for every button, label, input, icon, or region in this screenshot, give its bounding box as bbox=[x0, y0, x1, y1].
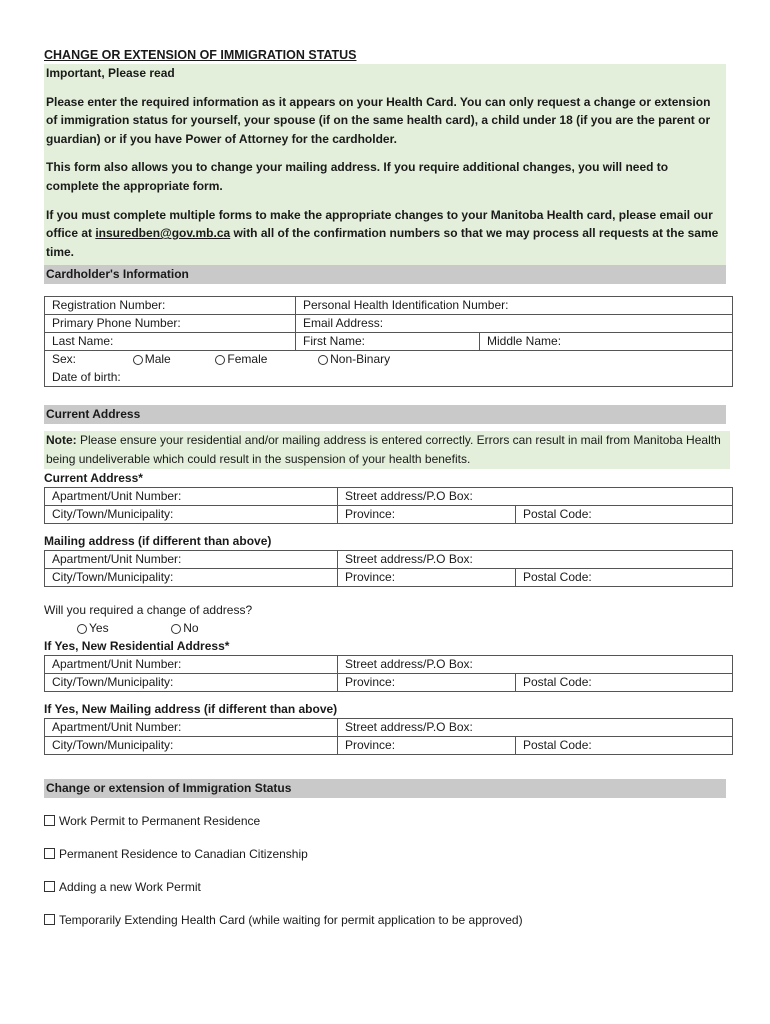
notice-paragraph-3: If you must complete multiple forms to make the appropriate changes to your Manitoba Health card, please email our office at insuredben@gov.mb.ca with all of the confirmation numbers so that we may process all requests at the same time. bbox=[46, 207, 719, 259]
province-field[interactable]: Province: bbox=[338, 673, 516, 691]
new-mailing-label: If Yes, New Mailing address (if different than above) bbox=[44, 701, 338, 716]
apt-field[interactable]: Apartment/Unit Number: bbox=[45, 550, 338, 568]
checkbox-icon[interactable] bbox=[44, 815, 55, 826]
notice-paragraph-1: Please enter the required information as it appears on your Health Card. You can only request a change or extension of immigration status for yourself, your spouse (if on the same health card), a child under 18 (if you are the parent or guardian) or if you have Power of Attorney for the cardholder. bbox=[46, 94, 711, 146]
mailing-address-table bbox=[44, 550, 733, 587]
cardholder-heading: Cardholder's Information bbox=[44, 265, 726, 284]
street-field[interactable]: Street address/P.O Box: bbox=[338, 655, 733, 673]
street-field[interactable]: Street address/P.O Box: bbox=[338, 718, 733, 736]
option-new-work-permit[interactable]: Adding a new Work Permit bbox=[44, 878, 732, 896]
current-address-label: Current Address* bbox=[44, 470, 143, 485]
last-name-field[interactable]: Last Name: bbox=[45, 333, 296, 351]
province-field[interactable]: Province: bbox=[338, 568, 516, 586]
email-link[interactable]: insuredben@gov.mb.ca bbox=[95, 226, 231, 241]
change-address-options bbox=[44, 619, 732, 637]
option-work-to-pr[interactable]: Work Permit to Permanent Residence bbox=[44, 812, 732, 830]
current-address-heading: Current Address bbox=[44, 405, 726, 424]
apt-field[interactable]: Apartment/Unit Number: bbox=[45, 655, 338, 673]
sex-row: Sex: Male Female Non-Binary bbox=[45, 351, 733, 369]
new-residential-table bbox=[44, 655, 733, 692]
radio-circle-icon bbox=[171, 624, 181, 634]
notice-paragraph-2: This form also allows you to change your mailing address. If you require additional changes, you will need to complete the appropriate form. bbox=[46, 160, 669, 193]
postal-field[interactable]: Postal Code: bbox=[516, 568, 733, 586]
change-address-question: Will you required a change of address? bbox=[44, 602, 253, 617]
form-title: CHANGE OR EXTENSION OF IMMIGRATION STATUS bbox=[44, 48, 357, 62]
radio-circle-icon bbox=[318, 355, 328, 365]
radio-female[interactable]: Female bbox=[215, 352, 267, 366]
city-field[interactable]: City/Town/Municipality: bbox=[45, 673, 338, 691]
current-address-table bbox=[44, 487, 733, 524]
apt-field[interactable]: Apartment/Unit Number: bbox=[45, 718, 338, 736]
cardholder-table bbox=[44, 296, 733, 387]
radio-nonbinary[interactable]: Non-Binary bbox=[318, 352, 390, 366]
postal-field[interactable]: Postal Code: bbox=[516, 505, 733, 523]
immigration-heading: Change or extension of Immigration Status bbox=[44, 779, 726, 798]
postal-field[interactable]: Postal Code: bbox=[516, 736, 733, 754]
province-field[interactable]: Province: bbox=[338, 736, 516, 754]
new-residential-label: If Yes, New Residential Address* bbox=[44, 638, 230, 653]
radio-no[interactable]: No bbox=[171, 621, 198, 635]
new-mailing-table bbox=[44, 718, 733, 755]
city-field[interactable]: City/Town/Municipality: bbox=[45, 505, 338, 523]
option-extend-health-card[interactable]: Temporarily Extending Health Card (while waiting for permit application to be approved) bbox=[44, 911, 732, 929]
notice-heading: Important, Please read bbox=[46, 66, 175, 80]
city-field[interactable]: City/Town/Municipality: bbox=[45, 568, 338, 586]
radio-yes[interactable]: Yes bbox=[77, 621, 109, 635]
radio-circle-icon bbox=[215, 355, 225, 365]
checkbox-icon[interactable] bbox=[44, 848, 55, 859]
option-pr-to-citizenship[interactable]: Permanent Residence to Canadian Citizenship bbox=[44, 845, 732, 863]
city-field[interactable]: City/Town/Municipality: bbox=[45, 736, 338, 754]
middle-name-field[interactable]: Middle Name: bbox=[480, 333, 733, 351]
radio-circle-icon bbox=[77, 624, 87, 634]
checkbox-icon[interactable] bbox=[44, 881, 55, 892]
checkbox-icon[interactable] bbox=[44, 914, 55, 925]
street-field[interactable]: Street address/P.O Box: bbox=[338, 487, 733, 505]
phone-field[interactable]: Primary Phone Number: bbox=[45, 315, 296, 333]
address-note: Note: Please ensure your residential and/or mailing address is entered correctly. Errors can result in mail from Manitoba Health being undeliverable which could result in the suspension of your health benefits. bbox=[44, 431, 730, 468]
important-notice bbox=[44, 64, 726, 265]
phin-field[interactable]: Personal Health Identification Number: bbox=[296, 297, 733, 315]
dob-field[interactable]: Date of birth: bbox=[45, 369, 733, 387]
street-field[interactable]: Street address/P.O Box: bbox=[338, 550, 733, 568]
registration-field[interactable]: Registration Number: bbox=[45, 297, 296, 315]
email-field[interactable]: Email Address: bbox=[296, 315, 733, 333]
province-field[interactable]: Province: bbox=[338, 505, 516, 523]
form-page bbox=[44, 46, 732, 929]
apt-field[interactable]: Apartment/Unit Number: bbox=[45, 487, 338, 505]
radio-male[interactable]: Male bbox=[133, 352, 171, 366]
first-name-field[interactable]: First Name: bbox=[296, 333, 480, 351]
mailing-address-label: Mailing address (if different than above) bbox=[44, 533, 272, 548]
radio-circle-icon bbox=[133, 355, 143, 365]
postal-field[interactable]: Postal Code: bbox=[516, 673, 733, 691]
